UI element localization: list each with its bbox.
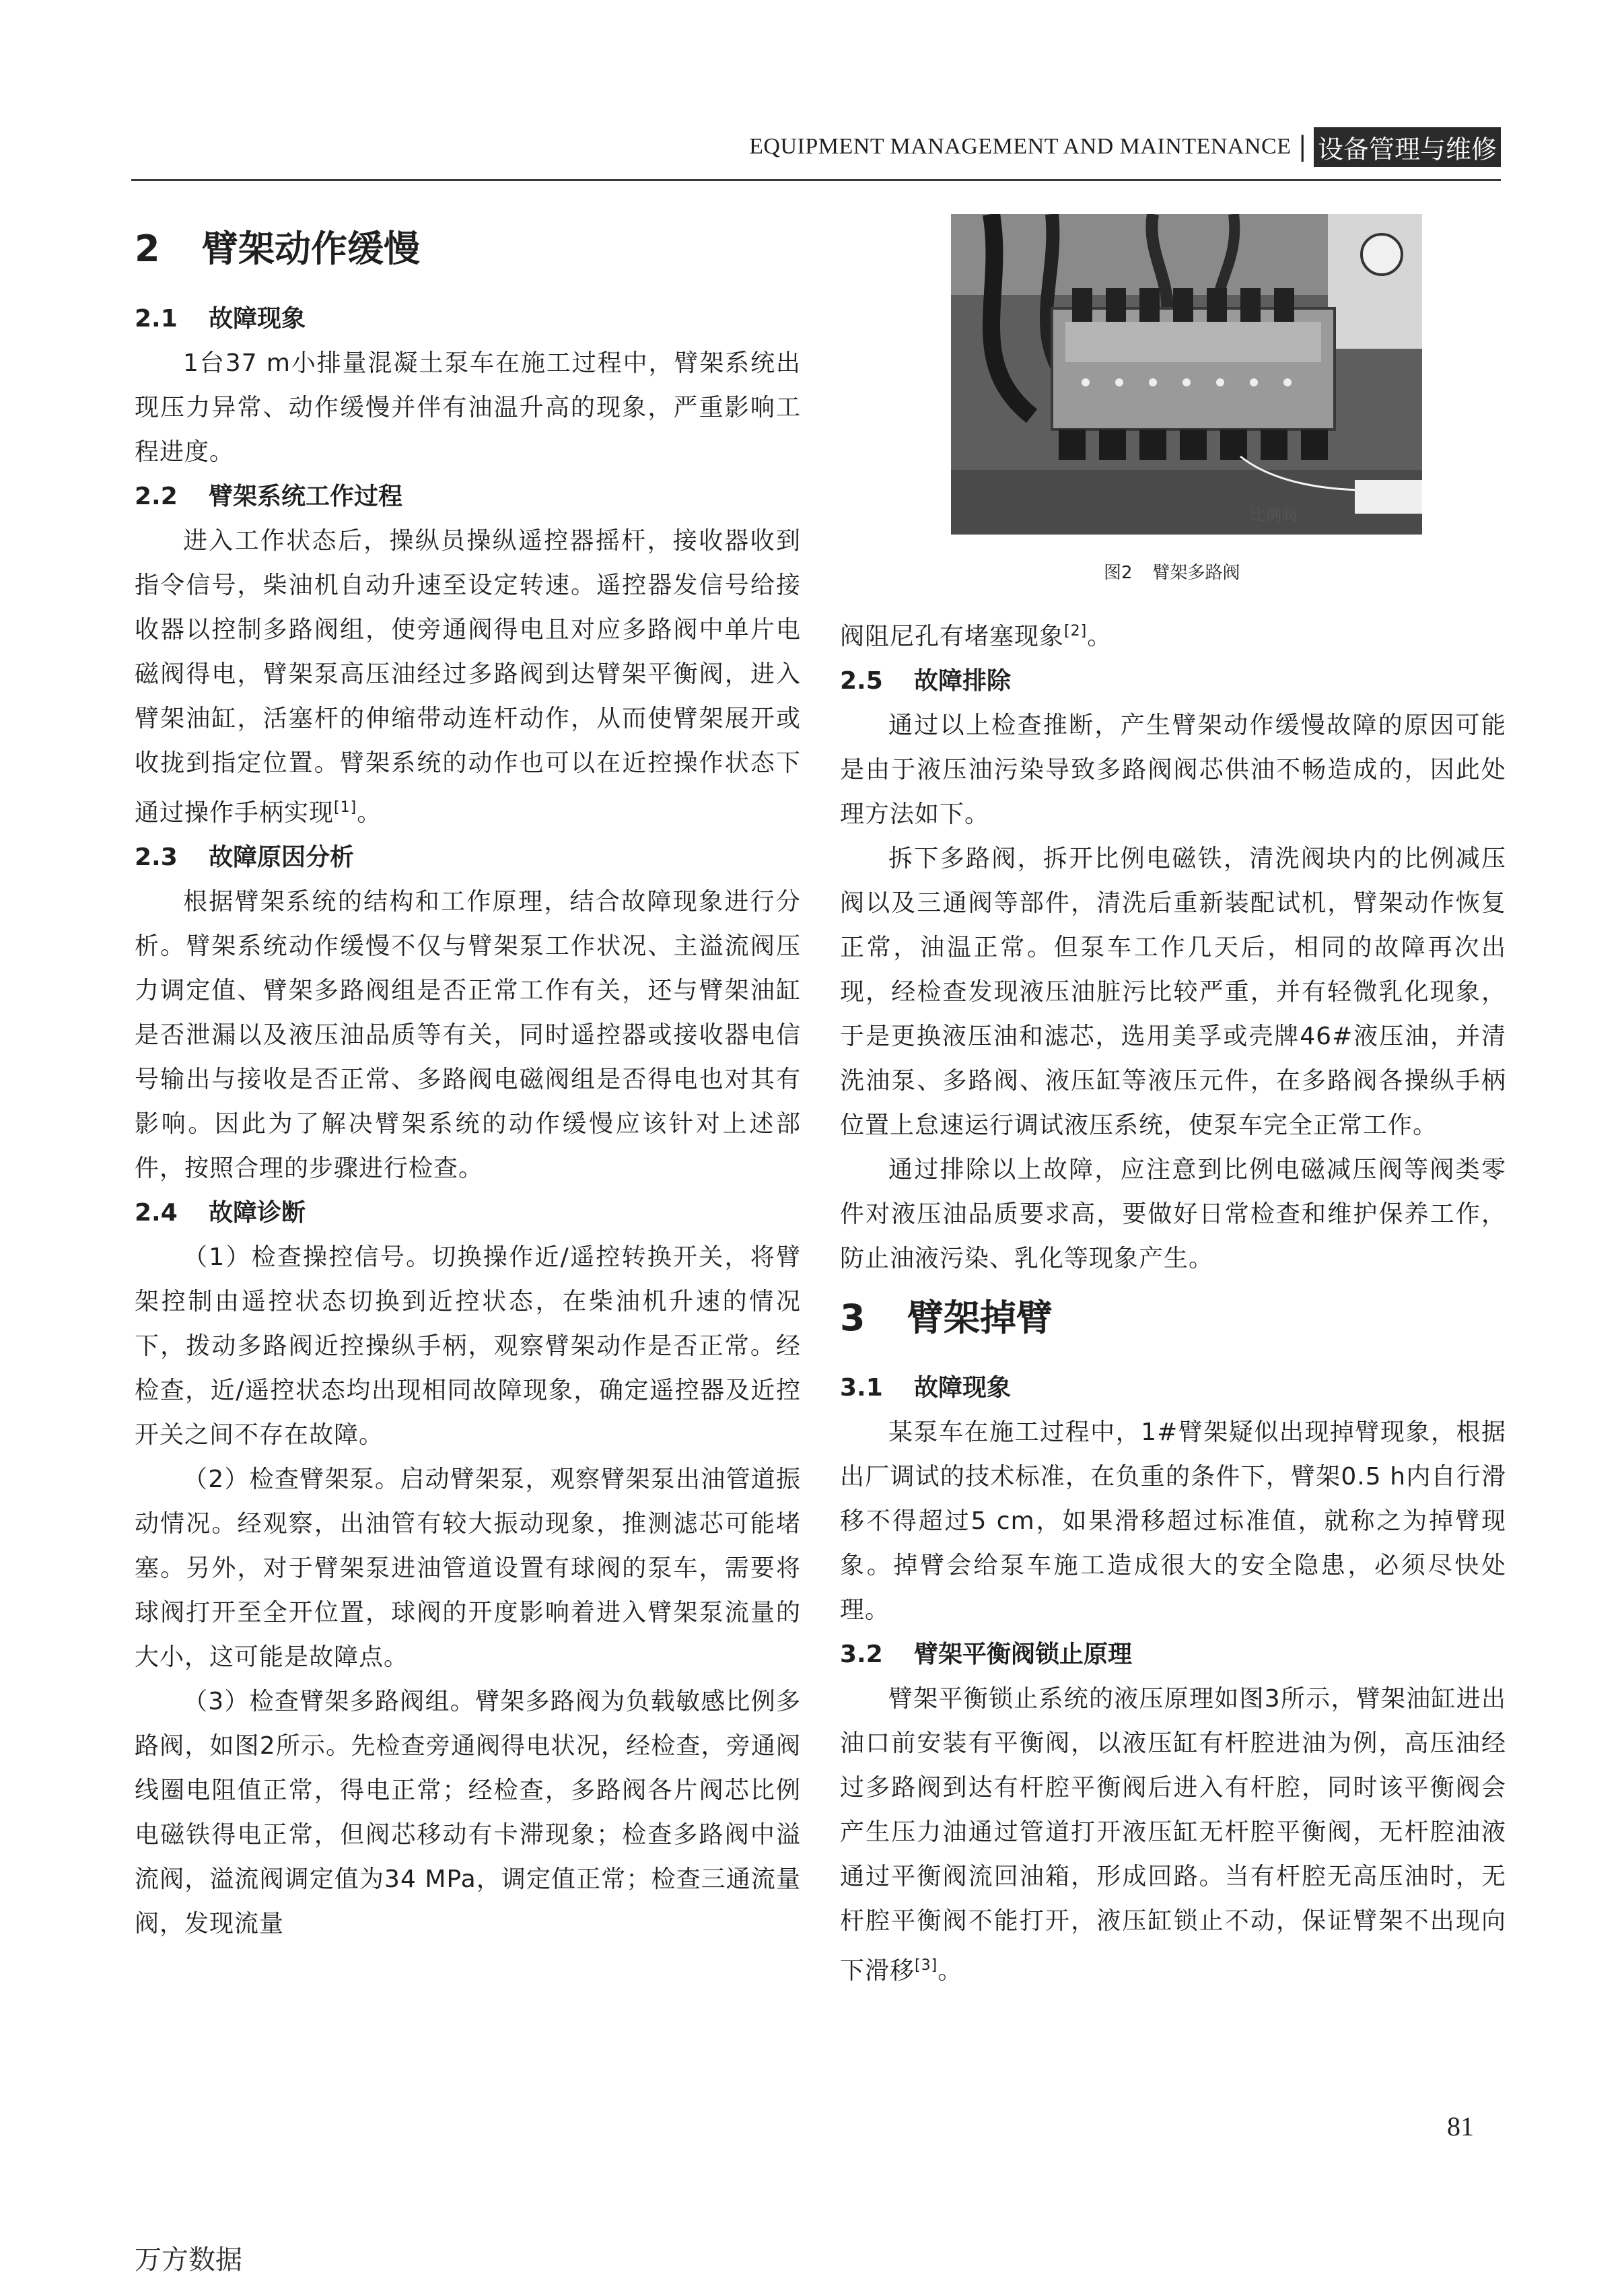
paragraph: 通过以上检查推断，产生臂架动作缓慢故障的原因可能是由于液压油污染导致多路阀阀芯供油不畅造成的，因此处理方法如下。 bbox=[840, 712, 1506, 828]
figure-number: 图2 bbox=[1104, 563, 1133, 583]
subsection-3-2-heading bbox=[840, 1633, 1506, 1677]
subsection-number: 2.2 bbox=[135, 483, 178, 510]
paragraph-text: 进入工作状态后，操纵员操纵遥控器摇杆，接收器收到指令信号，柴油机自动升速至设定转速。遥控器发信号给接收器以控制多路阀组，使旁通阀得电且对应多路阀中单片电磁阀得电，臂架泵高压油经过多路阀到达臂架平衡阀，进入臂架油缸，活塞杆的伸缩带动连杆动作，从而使臂架展开或收拢到指定位置。臂架系统的动作也可以在近控操作状态下通过操作手柄实现 bbox=[135, 527, 801, 827]
paragraph: 某泵车在施工过程中，1#臂架疑似出现掉臂现象，根据出厂调试的技术标准，在负重的条件下，臂架0.5 h内自行滑移不得超过5 cm，如果滑移超过标准值，就称之为掉臂现象。掉臂会给泵车施工造成很大的安全隐患，必须尽快处理。 bbox=[840, 1418, 1506, 1624]
paragraph-text: 臂架平衡锁止系统的液压原理如图3所示，臂架油缸进出油口前安装有平衡阀，以液压缸有杆腔进油为例，高压油经过多路阀到达有杆腔平衡阀后进入有杆腔，同时该平衡阀会产生压力油通过管道打开液压缸无杆腔平衡阀，无杆腔油液通过平衡阀流回油箱，形成回路。当有杆腔无高压油时，无杆腔平衡阀不能打开，液压缸锁止不动，保证臂架不出现向下滑移 bbox=[840, 1685, 1506, 1985]
section-title: 臂架掉臂 bbox=[907, 1297, 1053, 1339]
paragraph-end: 。 bbox=[357, 799, 382, 827]
citation-ref: [2] bbox=[1064, 623, 1088, 640]
section-number: 2 bbox=[135, 228, 160, 270]
section-3-heading bbox=[840, 1295, 1506, 1342]
figure-space bbox=[840, 212, 1506, 609]
paragraph-end: 。 bbox=[1087, 623, 1113, 650]
subsection-title: 故障排除 bbox=[914, 667, 1012, 695]
paragraph: （2）检查臂架泵。启动臂架泵，观察臂架泵出油管道振动情况。经观察，出油管有较大振动现象，推测滤芯可能堵塞。另外，对于臂架泵进油管道设置有球阀的泵车，需要将球阀打开至全开位置，球阀的开度影响着进入臂架泵流量的大小，这可能是故障点。 bbox=[135, 1466, 801, 1671]
subsection-2-2-heading bbox=[135, 475, 801, 519]
subsection-title: 故障现象 bbox=[209, 305, 306, 333]
subsection-number: 2.5 bbox=[840, 667, 883, 695]
subsection-number: 3.2 bbox=[840, 1641, 883, 1668]
paragraph-end: 。 bbox=[938, 1957, 963, 1985]
subsection-number: 2.4 bbox=[135, 1199, 178, 1227]
paragraph: 1台37 m小排量混凝土泵车在施工过程中，臂架系统出现压力异常、动作缓慢并伴有油温升高的现象，严重影响工程进度。 bbox=[135, 349, 801, 466]
subsection-2-3-heading bbox=[135, 835, 801, 880]
paragraph: （1）检查操控信号。切换操作近/遥控转换开关，将臂架控制由遥控状态切换到近控状态，在柴油机升速的情况下，拨动多路阀近控操纵手柄，观察臂架动作是否正常。经检查，近/遥控状态均出现相同故障现象，确定遥控器及近控开关之间不存在故障。 bbox=[135, 1243, 801, 1449]
subsection-title: 故障原因分析 bbox=[209, 844, 355, 871]
subsection-title: 故障诊断 bbox=[209, 1199, 306, 1227]
figure-caption-text: 臂架多路阀 bbox=[1152, 563, 1240, 583]
subsection-number: 3.1 bbox=[840, 1374, 883, 1402]
subsection-title: 臂架系统工作过程 bbox=[209, 483, 403, 510]
figure-callout-label: 比例阀 bbox=[1249, 506, 1298, 524]
section-number: 3 bbox=[840, 1297, 866, 1339]
paragraph-continuation bbox=[840, 609, 1506, 659]
subsection-2-4-heading bbox=[135, 1191, 801, 1235]
page-number: 81 bbox=[1447, 2111, 1474, 2142]
paragraph: 通过排除以上故障，应注意到比例电磁减压阀等阀类零件对液压油品质要求高，要做好日常检查和维护保养工作，防止油液污染、乳化等现象产生。 bbox=[840, 1156, 1506, 1272]
section-title: 臂架动作缓慢 bbox=[202, 228, 420, 270]
right-column bbox=[840, 212, 1506, 1993]
citation-ref: [3] bbox=[915, 1957, 938, 1974]
paragraph: （3）检查臂架多路阀组。臂架多路阀为负载敏感比例多路阀，如图2所示。先检查旁通阀得电状况，经检查，旁通阀线圈电阻值正常，得电正常；经检查，多路阀各片阀芯比例电磁铁得电正常，但阀芯移动有卡滞现象；检查多路阀中溢流阀，溢流阀调定值为34 MPa，调定值正常；检查三通流量阀，发现流量 bbox=[135, 1688, 801, 1938]
subsection-title: 故障现象 bbox=[914, 1374, 1012, 1402]
subsection-3-1-heading bbox=[840, 1366, 1506, 1410]
paragraph: 根据臂架系统的结构和工作原理，结合故障现象进行分析。臂架系统动作缓慢不仅与臂架泵工作状况、主溢流阀压力调定值、臂架多路阀组是否正常工作有关，还与臂架油缸是否泄漏以及液压油品质等有关，同时遥控器或接收器电信号输出与接收是否正常、多路阀电磁阀组是否得电也对其有影响。因此为了解决臂架系统的动作缓慢应该针对上述部件，按照合理的步骤进行检查。 bbox=[135, 888, 801, 1182]
citation-ref: [1] bbox=[334, 799, 357, 816]
subsection-2-1-heading bbox=[135, 297, 801, 341]
journal-title-zh: 设备管理与维修 bbox=[1314, 127, 1501, 167]
header-rule bbox=[131, 179, 1501, 181]
paragraph bbox=[135, 519, 801, 835]
header-separator: | bbox=[1298, 131, 1307, 162]
journal-title-en: EQUIPMENT MANAGEMENT AND MAINTENANCE bbox=[749, 134, 1292, 159]
subsection-number: 2.3 bbox=[135, 844, 178, 871]
subsection-2-5-heading bbox=[840, 659, 1506, 704]
paragraph-text: 阀阻尼孔有堵塞现象 bbox=[840, 623, 1065, 650]
left-column bbox=[135, 212, 801, 1946]
paragraph: 拆下多路阀，拆开比例电磁铁，清洗阀块内的比例减压阀以及三通阀等部件，清洗后重新装配试机，臂架动作恢复正常，油温正常。但泵车工作几天后，相同的故障再次出现，经检查发现液压油脏污比较严重，并有轻微乳化现象，于是更换液压油和滤芯，选用美孚或壳牌46#液压油，并清洗油泵、多路阀、液压缸等液压元件，在多路阀各操纵手柄位置上怠速运行调试液压系统，使泵车完全正常工作。 bbox=[840, 845, 1506, 1139]
footer-watermark: 万方数据 bbox=[135, 2245, 242, 2275]
section-2-heading bbox=[135, 226, 801, 273]
running-header bbox=[713, 127, 1501, 167]
subsection-title: 臂架平衡阀锁止原理 bbox=[914, 1641, 1133, 1668]
paragraph bbox=[840, 1677, 1506, 1993]
subsection-number: 2.1 bbox=[135, 305, 178, 333]
